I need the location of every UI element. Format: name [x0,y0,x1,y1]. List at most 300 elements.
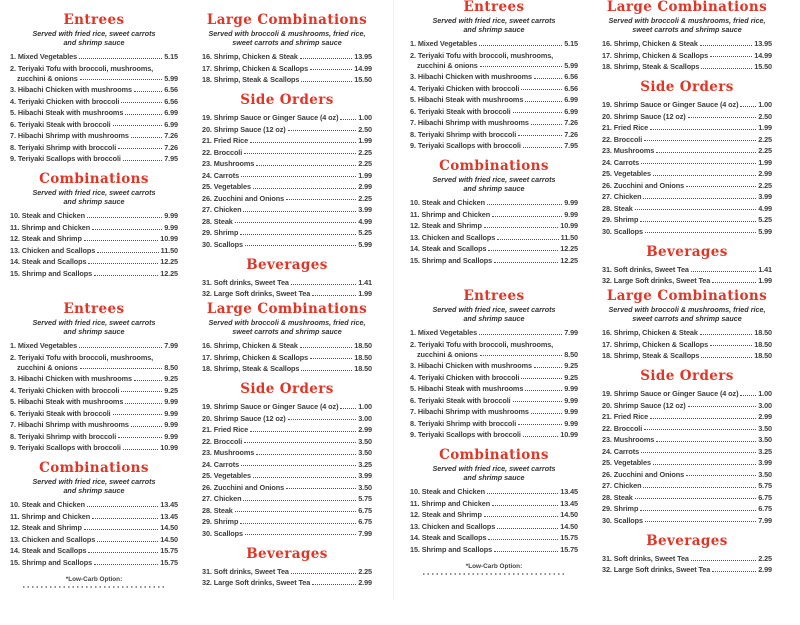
item-name: 12. Steak and Shrimp [410,221,482,231]
menu-item [202,148,372,158]
menu-item [410,419,578,429]
menu-item [10,269,178,279]
item-price: 15.75 [560,533,578,543]
menu-item [202,194,372,204]
item-name: 24. Carrots [202,170,240,180]
dot-leader [250,431,356,432]
menu-item [410,328,578,338]
item-name: 22. Broccoli [602,134,643,144]
section-title: Side Orders [640,368,734,385]
dot-leader [488,250,558,251]
item-price: 2.25 [758,180,772,190]
item-name: 24. Carrots [602,157,640,167]
item-price: 4.99 [358,216,372,226]
section-title: Side Orders [240,92,334,109]
dot-leader [241,176,356,177]
menu-item [602,328,772,338]
dot-leader [118,148,162,149]
item-price: 7.26 [164,131,178,141]
item-price: 6.75 [358,517,372,527]
item-name: 3. Hibachi Chicken with mushrooms [10,374,132,384]
dot-leader [487,493,558,494]
section-large-combinations-dinner [602,289,772,361]
dot-leader [253,188,356,189]
menu-item [10,374,178,384]
item-price: 9.99 [164,420,178,430]
section-items [202,567,372,589]
item-name: 25. Vegetables [202,471,251,481]
section-title: Side Orders [640,79,734,96]
item-price: 5.15 [164,52,178,61]
item-name: 16. Shrimp, Chicken & Steak [602,39,698,48]
dot-leader [521,378,562,379]
dot-leader [97,541,158,542]
menu-item [602,481,772,491]
menu-column [602,0,772,286]
dot-leader [301,81,352,82]
menu-item [602,458,772,468]
section-items [10,211,178,279]
dot-leader [79,347,162,348]
dot-leader [300,347,352,348]
dot-leader [312,295,356,296]
dot-leader [79,58,162,59]
menu-item [602,412,772,422]
section-entrees-lunch [10,13,178,164]
menu-item [410,545,578,555]
item-name: 14. Steak and Scallops [410,244,487,254]
item-price: 13.45 [160,500,178,510]
dot-leader [479,45,562,46]
item-price: 7.99 [758,515,772,525]
menu-item [10,211,178,221]
item-price: 3.50 [758,469,772,479]
dot-leader [688,406,757,407]
menu-item [410,107,578,117]
menu-item [202,529,372,539]
dot-leader [300,58,352,59]
item-name: 25. Vegetables [602,169,651,179]
menu-item [602,192,772,202]
section-title: Combinations [439,158,549,175]
section-subtitle: and shrimp sauce [63,38,125,47]
menu-item [602,39,772,49]
menu-item [10,397,178,407]
menu-item [602,340,772,350]
dot-leader [494,262,558,263]
section-items [202,113,372,250]
menu-item [202,182,372,192]
dot-leader [88,263,158,264]
menu-item [202,64,372,74]
menu-item [410,233,578,243]
item-name: 6. Teriyaki Steak with broccoli [10,119,111,129]
menu-item [410,430,578,440]
item-price: 9.25 [164,374,178,384]
item-price: 9.99 [164,397,178,407]
menu-item [10,386,178,396]
item-price: 2.99 [358,578,372,588]
item-price: 1.99 [358,136,372,146]
dot-leader [740,106,756,107]
cutoff-text-remnant [23,586,165,588]
section-items [410,39,578,151]
menu-row [0,289,400,597]
menu-column [10,302,178,597]
item-price: 3.50 [358,448,372,458]
item-name: 19. Shrimp Sauce or Ginger Sauce (4 oz) [602,100,739,110]
item-price: 1.00 [758,389,772,399]
menu-item [602,504,772,514]
menu-item [202,448,372,458]
dot-leader [121,391,162,392]
dot-leader [518,424,562,425]
item-price: 3.99 [358,205,372,215]
item-price: 14.50 [160,534,178,544]
dot-leader [531,413,562,414]
item-price: 12.25 [160,268,178,278]
section-title: Entrees [463,288,525,304]
item-price: 18.50 [354,364,372,373]
item-price: 5.25 [358,228,372,238]
item-name: 14. Steak and Scallops [410,533,487,543]
dot-leader [686,186,756,187]
item-name: 18. Shrimp, Steak & Scallops [202,75,300,84]
menu-item [202,136,372,146]
menu-row [400,0,800,286]
item-price: 7.26 [564,129,578,139]
section-subtitle: Served with broccoli & mushrooms, fried rice, [608,305,766,314]
dot-leader [235,511,356,512]
item-price: 7.99 [564,328,578,337]
item-name: 16. Shrimp, Chicken & Steak [202,52,298,61]
menu-column [410,0,578,276]
item-price: 2.99 [358,182,372,192]
menu-item [602,123,772,133]
dot-leader [241,465,356,466]
item-name: 32. Large Soft drinks, Sweet Tea [602,276,711,286]
item-price: 5.25 [758,215,772,225]
dot-leader [635,209,756,210]
item-price: 6.99 [564,95,578,105]
item-price: 6.99 [564,106,578,116]
menu-item [410,361,578,371]
dot-leader [113,125,163,126]
section-side-orders-dinner [602,369,772,526]
section-title: Combinations [439,447,549,464]
item-price: 7.99 [358,528,372,538]
item-name: 23. Mushrooms [202,159,255,169]
section-subtitle: Served with broccoli & mushrooms, fried rice, [608,16,766,25]
section-subtitle: Served with fried rice, sweet carrots [432,464,556,474]
item-price: 18.50 [754,339,772,349]
dot-leader [479,334,562,335]
menu-item [410,39,578,49]
item-price: 1.00 [358,113,372,123]
menu-item [202,228,372,238]
item-name: 23. Mushrooms [202,448,255,458]
item-name: 16. Shrimp, Chicken & Steak [202,341,298,350]
dot-leader [641,452,756,453]
menu-item [410,244,578,254]
item-price: 3.50 [758,423,772,433]
menu-item [410,533,578,543]
item-name: 28. Steak [602,203,633,213]
menu-item [602,389,772,399]
menu-item [602,470,772,480]
dot-leader [494,551,558,552]
item-price: 2.25 [358,566,372,576]
menu-item [602,276,772,286]
section-subtitle: and shrimp sauce [63,197,125,207]
item-price: 3.99 [758,192,772,202]
item-name: 24. Carrots [602,446,640,456]
dot-leader [492,216,562,217]
menu-item [10,523,178,533]
item-name: 20. Shrimp Sauce (12 oz) [202,413,286,423]
item-price: 6.75 [358,505,372,515]
item-name: 18. Shrimp, Steak & Scallops [602,351,700,360]
item-price: 11.50 [160,245,178,255]
menu-item [10,341,178,351]
section-title: Entrees [63,12,125,28]
item-price: 5.99 [164,73,178,83]
item-price: 14.50 [560,510,578,520]
item-price: 7.99 [164,341,178,350]
item-price: 9.99 [164,222,178,232]
dot-leader [243,500,356,501]
menu-item [602,135,772,145]
item-name: 1. Mixed Vegetables [410,328,478,337]
dot-leader [80,368,162,369]
menu-item [10,409,178,419]
item-name: 26. Zucchini and Onions [202,193,285,203]
item-name: 19. Shrimp Sauce or Ginger Sauce (4 oz) [202,402,339,412]
menu-item [10,154,178,164]
item-name: 11. Shrimp and Chicken [410,209,491,219]
section-subtitle: and shrimp sauce [63,327,125,336]
section-items [202,341,372,374]
item-name: 17. Shrimp, Chicken & Scallops [202,352,309,362]
item-price: 12.25 [560,244,578,254]
item-name: 12. Steak and Shrimp [10,523,82,533]
item-price: 3.25 [358,459,372,469]
item-name: 15. Shrimp and Scallops [10,557,93,567]
low-carb-footnote: *Low-Carb Option: [465,563,523,571]
item-price: 5.99 [564,60,578,70]
dot-leader [250,142,356,143]
item-name: 31. Soft drinks, Sweet Tea [202,277,289,287]
item-price: 13.95 [354,52,372,61]
section-combinations-lunch [410,159,578,266]
item-price: 7.26 [564,118,578,128]
section-subtitle: and shrimp sauce [63,486,125,496]
menu-item [202,414,372,424]
item-price: 6.99 [164,119,178,129]
menu-item [10,443,178,453]
item-name: 29. Shrimp [202,517,239,527]
section-subtitle: Served with fried rice, sweet carrots [32,188,156,198]
menu-item [202,278,372,288]
dot-leader [710,56,752,57]
item-name: 13. Chicken and Scallops [10,534,96,544]
section-combinations-dinner [10,461,178,568]
item-name: 10. Steak and Chicken [10,211,85,221]
item-price: 1.41 [758,264,772,274]
dot-leader [523,436,558,437]
item-name: 26. Zucchini and Onions [602,469,685,479]
menu-item [10,500,178,510]
menu-item [202,425,372,435]
section-items [602,554,772,576]
dot-leader [484,227,558,228]
item-name: 19. Shrimp Sauce or Ginger Sauce (4 oz) [202,113,339,123]
item-price: 7.95 [564,141,578,151]
dot-leader [513,401,563,402]
item-price: 5.99 [358,239,372,249]
item-name: 1. Mixed Vegetables [10,341,78,350]
menu-item [202,125,372,135]
menu-item [202,437,372,447]
section-title: Entrees [463,0,525,15]
dot-leader [113,414,163,415]
section-items [10,341,178,453]
section-items [602,39,772,72]
item-name: 1. Mixed Vegetables [410,39,478,48]
item-name: 17. Shrimp, Chicken & Scallops [602,339,709,349]
item-price: 15.75 [160,557,178,567]
menu-item [410,210,578,220]
item-price: 2.25 [758,134,772,144]
dot-leader [531,124,562,125]
item-name: zucchini & onions [17,73,78,83]
item-name: 13. Chicken and Scallops [410,521,496,531]
item-name: 28. Steak [202,216,233,226]
dot-leader [121,102,162,103]
dot-leader [256,454,356,455]
menu-item [410,95,578,105]
dot-leader [521,89,562,90]
menu-item [410,373,578,383]
menu-item [202,159,372,169]
dot-leader [310,69,352,70]
menu-item [602,215,772,225]
section-subtitle: Served with fried rice, sweet carrots [32,477,156,487]
item-name: 32. Large Soft drinks, Sweet Tea [602,565,711,575]
dot-leader [488,539,558,540]
item-price: 13.45 [160,511,178,521]
item-name: 21. Fried Rice [602,412,649,422]
item-name: 3. Hibachi Chicken with mushrooms [410,72,532,82]
item-name: 17. Shrimp, Chicken & Scallops [202,63,309,73]
section-side-orders-dinner [202,382,372,539]
item-price: 2.99 [758,565,772,575]
item-price: 9.99 [564,407,578,417]
dot-leader [94,275,158,276]
menu-item [602,447,772,457]
item-price: 7.26 [164,142,178,152]
item-name: 9. Teriyaki Scallops with broccoli [410,430,521,440]
menu-item [410,396,578,406]
item-name: 21. Fried Rice [202,136,249,146]
item-name: 9. Teriyaki Scallops with broccoli [410,141,521,151]
item-name: 9. Teriyaki Scallops with broccoli [10,154,121,164]
menu-item [10,131,178,141]
menu-item [602,493,772,503]
dot-leader [480,66,562,67]
item-name: 10. Steak and Chicken [10,500,85,510]
menu-item [10,535,178,545]
item-name: zucchini & onions [417,60,478,70]
dot-leader [291,573,356,574]
dot-leader [245,534,356,535]
item-name: 7. Hibachi Shrimp with mushrooms [10,420,129,430]
dot-leader [686,475,756,476]
item-name: 30. Scallops [602,515,643,525]
menu-item [202,113,372,123]
item-name: 31. Soft drinks, Sweet Tea [602,264,689,274]
item-price: 6.56 [564,83,578,93]
item-name: 4. Teriyaki Chicken with broccoli [410,372,520,382]
dot-leader [712,571,756,572]
item-price: 9.99 [564,418,578,428]
dot-leader [125,114,162,115]
item-price: 12.25 [160,257,178,267]
item-name: 6. Teriyaki Steak with broccoli [410,106,511,116]
item-price: 3.00 [758,400,772,410]
item-price: 4.99 [758,203,772,213]
dot-leader [253,477,356,478]
section-subtitle: Served with fried rice, sweet carrots [432,16,556,25]
item-price: 6.56 [164,85,178,95]
item-price: 2.25 [758,146,772,156]
item-price: 13.45 [560,487,578,497]
dot-leader [492,505,558,506]
menu-item [602,424,772,434]
section-title: Large Combinations [206,301,368,317]
menu-item [10,420,178,430]
item-price: 10.99 [160,443,178,453]
dot-leader [691,560,756,561]
section-beverages-dinner [602,534,772,576]
dot-leader [256,165,356,166]
dot-leader [650,418,756,419]
dot-leader [700,334,752,335]
item-price: 2.99 [358,425,372,435]
item-price: 18.50 [354,341,372,350]
section-large-combinations-lunch [602,0,772,72]
dot-leader [288,130,357,131]
item-name: 14. Steak and Scallops [10,257,87,267]
dot-leader [641,163,756,164]
menu-item [10,363,178,373]
item-name: 32. Large Soft drinks, Sweet Tea [202,578,311,588]
item-name: 31. Soft drinks, Sweet Tea [602,553,689,563]
item-name: 30. Scallops [202,239,243,249]
menu-item [410,72,578,82]
item-price: 9.99 [164,408,178,418]
dot-leader [134,91,162,92]
menu-item-line1: 2. Teriyaki Tofu with broccoli, mushrooms, [10,63,154,73]
dot-leader [87,506,158,507]
section-beverages-lunch [202,258,372,300]
item-price: 10.99 [560,430,578,440]
item-price: 6.56 [564,72,578,82]
dot-leader [650,129,756,130]
dot-leader [523,147,562,148]
dot-leader [310,358,352,359]
section-entrees-lunch [410,0,578,151]
